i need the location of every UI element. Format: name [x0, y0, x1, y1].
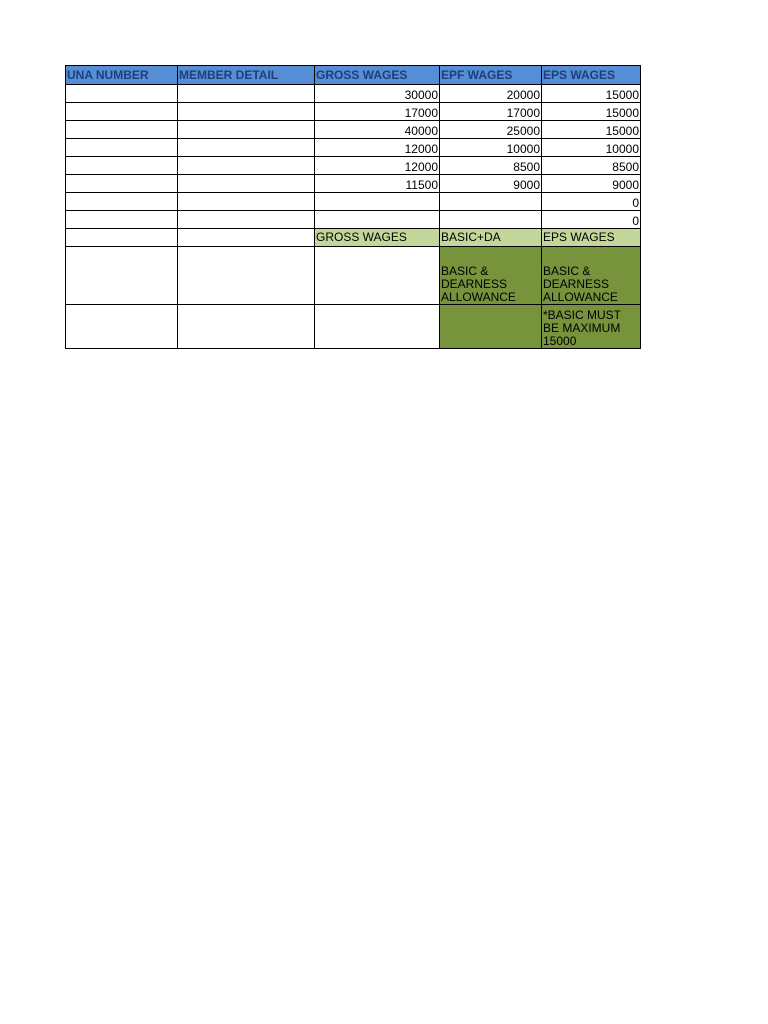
legend-gross-wages[interactable]: GROSS WAGES [315, 229, 440, 247]
eps-wages-cell[interactable]: 15000 [542, 121, 641, 139]
header-epf-wages[interactable]: EPF WAGES [440, 66, 542, 85]
member-detail-cell[interactable] [178, 103, 315, 121]
gross-wages-cell[interactable]: 40000 [315, 121, 440, 139]
eps-wages-cell[interactable]: 8500 [542, 157, 641, 175]
note-row [66, 305, 641, 349]
una-number-cell[interactable] [66, 157, 178, 175]
una-number-cell[interactable] [66, 121, 178, 139]
table-row [66, 211, 641, 229]
member-detail-cell[interactable] [178, 247, 315, 305]
eps-wages-cell[interactable]: 0 [542, 193, 641, 211]
epf-wages-cell[interactable]: 9000 [440, 175, 542, 193]
epf-note-cell[interactable] [440, 305, 542, 349]
eps-limit-note[interactable]: *BASIC MUST BE MAXIMUM 15000 [542, 305, 641, 349]
gross-wages-cell[interactable]: 17000 [315, 103, 440, 121]
gross-wages-cell[interactable]: 12000 [315, 139, 440, 157]
member-detail-cell[interactable] [178, 211, 315, 229]
member-detail-cell[interactable] [178, 85, 315, 103]
una-number-cell[interactable] [66, 85, 178, 103]
table-row [66, 139, 641, 157]
eps-wages-cell[interactable]: 15000 [542, 103, 641, 121]
legend-basic-da[interactable]: BASIC+DA [440, 229, 542, 247]
table-row [66, 121, 641, 139]
epf-description[interactable]: BASIC & DEARNESS ALLOWANCE [440, 247, 542, 305]
member-detail-cell[interactable] [178, 193, 315, 211]
una-number-cell[interactable] [66, 305, 178, 349]
header-eps-wages[interactable]: EPS WAGES [542, 66, 641, 85]
wages-table [65, 65, 641, 349]
header-member-detail[interactable]: MEMBER DETAIL [178, 66, 315, 85]
member-detail-cell[interactable] [178, 139, 315, 157]
table-row [66, 103, 641, 121]
member-detail-cell[interactable] [178, 121, 315, 139]
eps-description[interactable]: BASIC & DEARNESS ALLOWANCE [542, 247, 641, 305]
una-number-cell[interactable] [66, 103, 178, 121]
gross-wages-cell[interactable] [315, 305, 440, 349]
epf-wages-cell[interactable]: 8500 [440, 157, 542, 175]
eps-wages-cell[interactable]: 15000 [542, 85, 641, 103]
legend-eps-wages[interactable]: EPS WAGES [542, 229, 641, 247]
table-row [66, 175, 641, 193]
member-detail-cell[interactable] [178, 305, 315, 349]
epf-wages-cell[interactable]: 20000 [440, 85, 542, 103]
member-detail-cell[interactable] [178, 229, 315, 247]
gross-wages-cell[interactable]: 11500 [315, 175, 440, 193]
gross-wages-cell[interactable]: 30000 [315, 85, 440, 103]
epf-wages-cell[interactable]: 25000 [440, 121, 542, 139]
legend-row [66, 229, 641, 247]
description-row [66, 247, 641, 305]
una-number-cell[interactable] [66, 229, 178, 247]
una-number-cell[interactable] [66, 193, 178, 211]
epf-wages-cell[interactable] [440, 211, 542, 229]
table-row [66, 85, 641, 103]
gross-wages-cell[interactable] [315, 211, 440, 229]
una-number-cell[interactable] [66, 211, 178, 229]
table-row [66, 193, 641, 211]
epf-wages-cell[interactable]: 10000 [440, 139, 542, 157]
gross-wages-cell[interactable]: 12000 [315, 157, 440, 175]
epf-wages-cell[interactable] [440, 193, 542, 211]
eps-wages-cell[interactable]: 9000 [542, 175, 641, 193]
eps-wages-cell[interactable]: 0 [542, 211, 641, 229]
table-row [66, 157, 641, 175]
epf-wages-cell[interactable]: 17000 [440, 103, 542, 121]
header-gross-wages[interactable]: GROSS WAGES [315, 66, 440, 85]
una-number-cell[interactable] [66, 139, 178, 157]
member-detail-cell[interactable] [178, 157, 315, 175]
una-number-cell[interactable] [66, 175, 178, 193]
una-number-cell[interactable] [66, 247, 178, 305]
member-detail-cell[interactable] [178, 175, 315, 193]
eps-wages-cell[interactable]: 10000 [542, 139, 641, 157]
header-row [66, 66, 641, 85]
header-una-number[interactable]: UNA NUMBER [66, 66, 178, 85]
gross-wages-cell[interactable] [315, 193, 440, 211]
gross-wages-cell[interactable] [315, 247, 440, 305]
